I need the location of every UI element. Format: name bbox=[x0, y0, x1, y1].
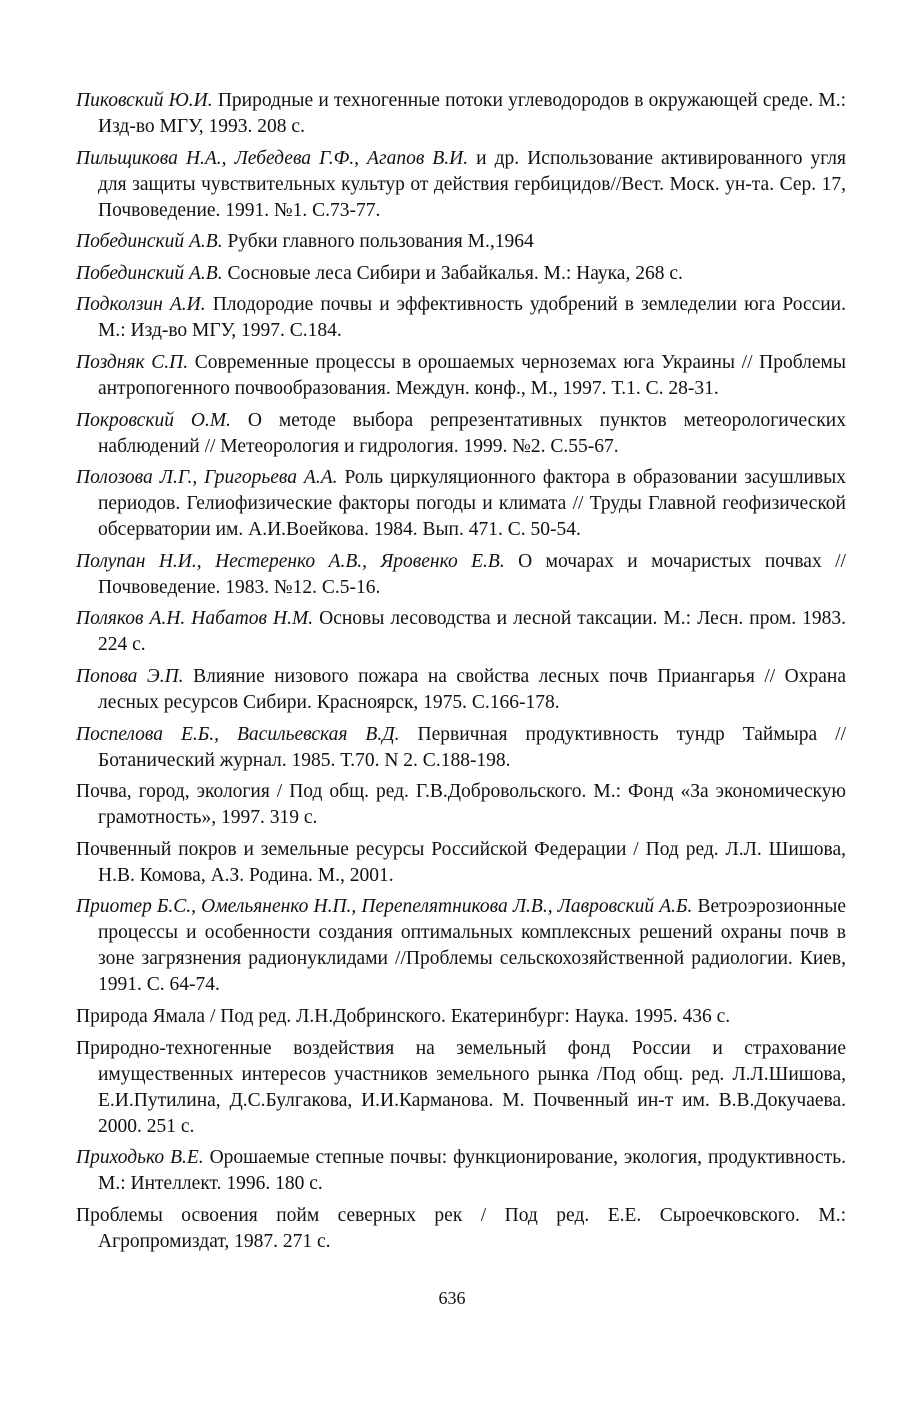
reference-list bbox=[76, 88, 846, 1260]
reference-text: Первичная продуктивность тундр Таймыра // Ботанический журнал. 1985. Т.70. N 2. С.188-198. bbox=[98, 723, 847, 771]
reference-text: О мочарах и мочаристых почвах // Почвоведение. 1983. №12. С.5-16. bbox=[98, 550, 846, 598]
reference-author: Подколзин А.И. bbox=[76, 294, 206, 316]
reference-text: Влияние низового пожара на свойства лесных почв Приангарья // Охрана лесных ресурсов Сибири. Красноярск, 1975. С.166-178. bbox=[98, 665, 847, 713]
reference-text: Основы лесоводства и лесной таксации. М.: Лесн. пром. 1983. 224 с. bbox=[98, 608, 846, 656]
reference-author: Покровский О.М. bbox=[76, 409, 231, 431]
reference-item bbox=[76, 1004, 846, 1030]
reference-item bbox=[76, 350, 846, 402]
reference-text: Природные и техногенные потоки углеводородов в окружающей среде. М.: Изд-во МГУ, 1993. 208 с. bbox=[98, 90, 846, 137]
reference-item bbox=[76, 779, 846, 831]
reference-item bbox=[76, 549, 846, 601]
reference-item bbox=[76, 1036, 846, 1140]
reference-author: Попова Э.П. bbox=[76, 665, 184, 687]
reference-item bbox=[76, 408, 846, 460]
reference-text: Природно-техногенные воздействия на земельный фонд России и страхование имущественных интересов участников земельного рынка /Под общ. ред. Л.Л.Шишова, Е.И.Путилина, Д.С.Булгакова, И.И.Карманова. М. Почвенный ин-т им. В.В.Докучаева. 2000. 251 с. bbox=[76, 1037, 846, 1137]
reference-text: и др. Использование активированного угля для защиты чувствительных культур от действия гербицидов//Вест. Моск. ун-та. Сер. 17, Почвоведение. 1991. №1. С.73-77. bbox=[98, 147, 846, 221]
reference-text: Плодородие почвы и эффективность удобрений в земледелии юга России. М.: Изд-во МГУ, 1997. С.184. bbox=[98, 294, 846, 342]
reference-item bbox=[76, 606, 846, 658]
reference-text: Орошаемые степные почвы: функционирование, экология, продуктивность. М.: Интеллект. 1996. 180 с. bbox=[98, 1147, 846, 1195]
reference-text: Роль циркуляционного фактора в образовании засушливых периодов. Гелиофизические факторы погоды и климата // Труды Главной геофизической обсерватории им. А.И.Воейкова. 1984. Вып. 471. С. 50-54. bbox=[98, 467, 847, 541]
reference-item bbox=[76, 465, 846, 543]
reference-author: Поляков А.Н. Набатов Н.М. bbox=[76, 608, 314, 630]
reference-author: Пиковский Ю.И. bbox=[76, 90, 213, 111]
reference-text: О методе выбора репрезентативных пунктов метеорологических наблюдений // Метеорология и гидрология. 1999. №2. С.55-67. bbox=[98, 409, 846, 457]
reference-item bbox=[76, 1203, 846, 1255]
reference-item bbox=[76, 1145, 846, 1197]
reference-item bbox=[76, 894, 846, 998]
reference-author: Побединский А.В. bbox=[76, 231, 223, 253]
reference-item bbox=[76, 229, 846, 255]
reference-text: Проблемы освоения пойм северных рек / Под ред. Е.Е. Сыроечковского. М.: Агропромиздат, 1987. 271 с. bbox=[76, 1204, 846, 1252]
reference-text: Ветроэрозионные процессы и особенности создания оптимальных комплексных решений охраны почв в зоне загрязнения радионуклидами //Проблемы сельскохозяйственной радиологии. Киев, 1991. С. 64-74. bbox=[98, 896, 847, 996]
reference-author: Пильщикова Н.А., Лебедева Г.Ф., Агапов В.И. bbox=[76, 147, 469, 169]
reference-text: Природа Ямала / Под ред. Л.Н.Добринского. Екатеринбург: Наука. 1995. 436 с. bbox=[76, 1005, 731, 1027]
reference-author: Побединский А.В. bbox=[76, 262, 223, 284]
reference-author: Приходько В.Е. bbox=[76, 1147, 204, 1169]
reference-author: Поздняк С.П. bbox=[76, 351, 189, 373]
reference-author: Приотер Б.С., Омельяненко Н.П., Перепелятникова Л.В., Лавровский А.Б. bbox=[76, 896, 693, 918]
reference-item bbox=[76, 664, 846, 716]
reference-author: Полупан Н.И., Нестеренко А.В., Яровенко Е.В. bbox=[76, 550, 505, 572]
reference-text: Почва, город, экология / Под общ. ред. Г.В.Добровольского. М.: Фонд «За экономическую грамотность», 1997. 319 с. bbox=[76, 781, 846, 829]
reference-item bbox=[76, 292, 846, 344]
reference-item bbox=[76, 88, 846, 140]
reference-author: Поспелова Е.Б., Васильевская В.Д. bbox=[76, 723, 400, 745]
reference-item bbox=[76, 261, 846, 287]
reference-item bbox=[76, 722, 846, 774]
reference-author: Полозова Л.Г., Григорьева А.А. bbox=[76, 467, 338, 489]
reference-item bbox=[76, 837, 846, 889]
page-number: 636 bbox=[438, 1288, 466, 1308]
reference-text: Сосновые леса Сибири и Забайкалья. М.: Наука, 268 с. bbox=[222, 262, 683, 284]
reference-text: Почвенный покров и земельные ресурсы Российской Федерации / Под ред. Л.Л. Шишова, Н.В. Комова, А.З. Родина. М., 2001. bbox=[76, 838, 846, 886]
reference-item bbox=[76, 146, 846, 224]
reference-text: Рубки главного пользования М.,1964 bbox=[222, 231, 534, 253]
reference-text: Современные процессы в орошаемых черноземах юга Украины // Проблемы антропогенного почвообразования. Междун. конф., М., 1997. Т.1. С. 28-31. bbox=[98, 351, 846, 399]
